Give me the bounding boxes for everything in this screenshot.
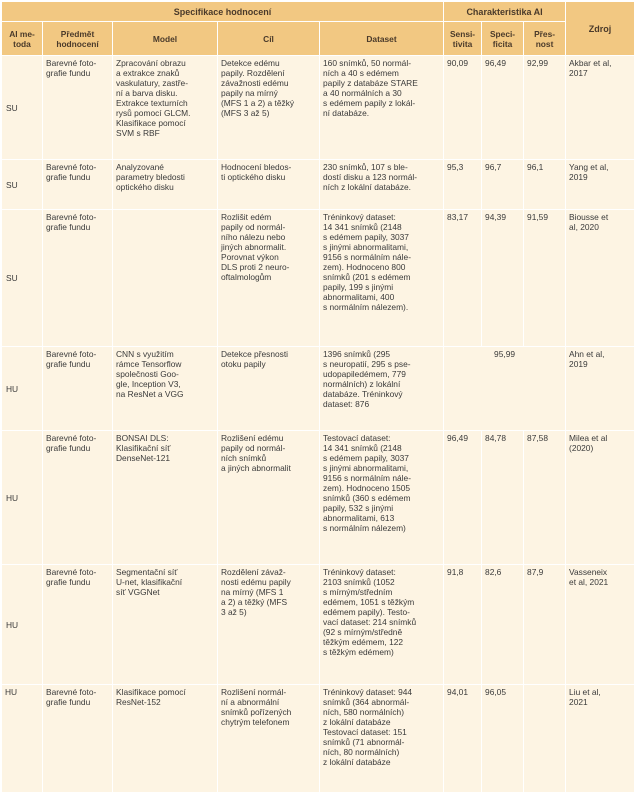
cell-specificita: 82,6 xyxy=(482,565,524,685)
header-predmet: Předmět hodnocení xyxy=(43,22,113,56)
cell-model: Analyzované parametry bledosti optického disku xyxy=(113,160,218,210)
cell-model: BONSAI DLS: Klasifikační síť DenseNet-121 xyxy=(113,431,218,565)
header-charakteristika: Charakteristika AI xyxy=(444,2,566,22)
cell-metoda: HU xyxy=(2,565,43,685)
cell-predmet: Barevné foto- grafie fundu xyxy=(43,347,113,431)
header-ai-metoda: AI me- toda xyxy=(2,22,43,56)
cell-metoda: HU xyxy=(2,431,43,565)
cell-sensitivita: 94,01 xyxy=(444,685,482,793)
cell-zdroj: Yang et al, 2019 xyxy=(566,160,635,210)
cell-zdroj: Ahn et al, 2019 xyxy=(566,347,635,431)
cell-model: CNN s využitím rámce Tensorflow společnosti Goo- gle, Inception V3, na ResNet a VGG xyxy=(113,347,218,431)
cell-predmet: Barevné foto- grafie fundu xyxy=(43,565,113,685)
table-row xyxy=(2,565,635,685)
cell-cil: Rozlišení edému papily od normál- ních snímků a jiných abnormalit xyxy=(218,431,320,565)
cell-specificita: 94,39 xyxy=(482,210,524,347)
cell-predmet: Barevné foto- grafie fundu xyxy=(43,685,113,793)
cell-sensitivita: 91,8 xyxy=(444,565,482,685)
cell-dataset: Tréninkový dataset: 2103 snímků (1052 s mírným/středním edémem, 1051 s těžkým edémem papily). Testo- vací dataset: 214 snímků (92 s mírným/středně těžkým edémem, 122 s těžkým edémem) xyxy=(320,565,444,685)
header-specificita: Speci- ficita xyxy=(482,22,524,56)
cell-cil: Detekce edému papily. Rozdělení závažnosti edému papily na mírný (MFS 1 a 2) a těžký (MFS 3 až 5) xyxy=(218,56,320,160)
cell-zdroj: Vasseneix et al, 2021 xyxy=(566,565,635,685)
cell-presnost: 91,59 xyxy=(524,210,566,347)
table-row xyxy=(2,210,635,347)
table-row xyxy=(2,685,635,793)
cell-sensitivita: 83,17 xyxy=(444,210,482,347)
cell-dataset: Tréninkový dataset: 944 snímků (364 abnormál- ních, 580 normálních) z lokální databáze Testovací dataset: 151 snímků (71 abnormál- ních, 80 normálních) z lokální databáze xyxy=(320,685,444,793)
cell-presnost: 87,58 xyxy=(524,431,566,565)
cell-cil: Rozlišit edém papily od normál- ního nálezu nebo jiných abnormalit. Porovnat výkon DLS proti 2 neuro- oftalmologům xyxy=(218,210,320,347)
cell-merged-value: 95,99 xyxy=(444,347,566,431)
cell-specificita: 96,7 xyxy=(482,160,524,210)
table-row xyxy=(2,347,635,431)
cell-zdroj: Akbar et al, 2017 xyxy=(566,56,635,160)
cell-dataset: Tréninkový dataset: 14 341 snímků (2148 s edémem papily, 3037 s jinými abnormalitami, 9156 s normálním nále- zem). Hodnoceno 800 snímků (201 s edémem papily, 199 s jinými abnormalitami, 400 s normálním nálezem). xyxy=(320,210,444,347)
cell-metoda: SU xyxy=(2,56,43,160)
cell-specificita: 96,49 xyxy=(482,56,524,160)
cell-presnost: 96,1 xyxy=(524,160,566,210)
cell-sensitivita: 95,3 xyxy=(444,160,482,210)
cell-sensitivita: 90,09 xyxy=(444,56,482,160)
cell-predmet: Barevné foto- grafie fundu xyxy=(43,160,113,210)
header-zdroj: Zdroj xyxy=(566,2,635,56)
cell-model: Klasifikace pomocí ResNet-152 xyxy=(113,685,218,793)
cell-zdroj: Milea et al (2020) xyxy=(566,431,635,565)
header-specifikace: Specifikace hodnocení xyxy=(2,2,444,22)
cell-cil: Rozdělení závaž- nosti edému papily na mírný (MFS 1 a 2) a těžký (MFS 3 až 5) xyxy=(218,565,320,685)
cell-specificita: 84,78 xyxy=(482,431,524,565)
cell-dataset: 1396 snímků (295 s neuropatií, 295 s pse- udopapiledémem, 779 normálních) z lokální databáze. Tréninkový dataset: 876 xyxy=(320,347,444,431)
cell-sensitivita: 96,49 xyxy=(444,431,482,565)
cell-predmet: Barevné foto- grafie fundu xyxy=(43,431,113,565)
table-row xyxy=(2,56,635,160)
cell-predmet: Barevné foto- grafie fundu xyxy=(43,56,113,160)
header-presnost: Přes- nost xyxy=(524,22,566,56)
cell-presnost xyxy=(524,685,566,793)
cell-model: Zpracování obrazu a extrakce znaků vaskulatury, zastře- ní a barva disku. Extrakce texturních rysů pomocí GLCM. Klasifikace pomocí SVM s RBF xyxy=(113,56,218,160)
header-model: Model xyxy=(113,22,218,56)
cell-model: Segmentační síť U-net, klasifikační síť VGGNet xyxy=(113,565,218,685)
cell-metoda: SU xyxy=(2,160,43,210)
cell-dataset: 160 snímků, 50 normál- ních a 40 s edémem papily z databáze STARE a 40 normálních a 30 s edémem papily z lokál- ní databáze. xyxy=(320,56,444,160)
cell-metoda: HU xyxy=(2,347,43,431)
cell-dataset: Testovací dataset: 14 341 snímků (2148 s edémem papily, 3037 s jinými abnormalitami, 9156 s normálním nále- zem). Hodnoceno 1505 snímků (360 s edémem papily, 532 s jinými abnormalitami, 613 s normálním nálezem) xyxy=(320,431,444,565)
cell-dataset: 230 snímků, 107 s ble- dostí disku a 123 normál- ních z lokální databáze. xyxy=(320,160,444,210)
table-row xyxy=(2,160,635,210)
ai-evaluation-table xyxy=(1,1,635,793)
cell-predmet: Barevné foto- grafie fundu xyxy=(43,210,113,347)
header-dataset: Dataset xyxy=(320,22,444,56)
cell-presnost: 92,99 xyxy=(524,56,566,160)
cell-zdroj: Liu et al, 2021 xyxy=(566,685,635,793)
cell-model xyxy=(113,210,218,347)
cell-cil: Rozlišení normál- ní a abnormální snímků pořízených chytrým telefonem xyxy=(218,685,320,793)
cell-metoda: SU xyxy=(2,210,43,347)
cell-cil: Hodnocení bledos- ti optického disku xyxy=(218,160,320,210)
header-cil: Cíl xyxy=(218,22,320,56)
cell-metoda: HU xyxy=(2,685,43,793)
cell-specificita: 96,05 xyxy=(482,685,524,793)
cell-presnost: 87,9 xyxy=(524,565,566,685)
table-row xyxy=(2,431,635,565)
header-sensitivita: Sensi- tivita xyxy=(444,22,482,56)
cell-zdroj: Biousse et al, 2020 xyxy=(566,210,635,347)
cell-cil: Detekce přesnosti otoku papily xyxy=(218,347,320,431)
